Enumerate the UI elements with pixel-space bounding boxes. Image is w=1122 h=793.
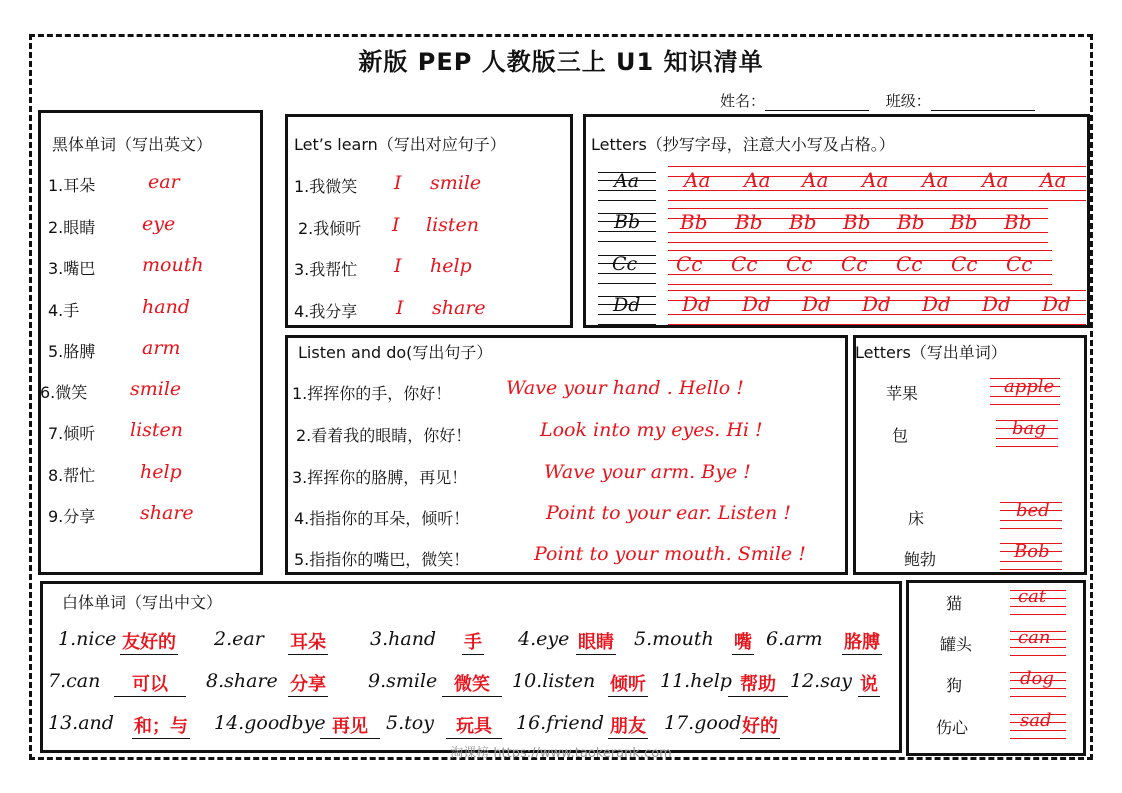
letter-model: Cc — [612, 253, 638, 275]
word-en: 8.share — [206, 670, 278, 692]
word-en: 10.listen — [512, 670, 596, 692]
list-item-cn: 包 — [892, 426, 909, 445]
word-en: 16.friend — [516, 712, 605, 734]
list-item-cn: 罐头 — [940, 635, 973, 654]
name-class-line — [720, 90, 1047, 111]
letter-copy: Aa — [1040, 168, 1067, 192]
letter-copy: Dd — [742, 292, 771, 316]
letter-copy: Aa — [922, 168, 949, 192]
letter-copy: Aa — [802, 168, 829, 192]
word-en: 3.hand — [370, 628, 437, 650]
letter-copy: Cc — [676, 252, 703, 276]
letter-copy: Dd — [922, 292, 951, 316]
letter-copy: Dd — [982, 292, 1011, 316]
list-item: 3.嘴巴 mouth — [48, 254, 204, 278]
list-item: 3.我帮忙 I help — [294, 255, 472, 279]
white-words-header: 白体单词（写出中文） — [62, 593, 223, 612]
letter-copy: Cc — [786, 252, 813, 276]
class-label: 班级： — [885, 92, 931, 110]
list-item-en: sad — [1020, 710, 1052, 731]
letter-copy: Cc — [731, 252, 758, 276]
word-cn: 耳朵 — [288, 628, 328, 655]
word-en: 17.good — [664, 712, 742, 734]
class-field[interactable] — [931, 94, 1035, 111]
list-item: 7.倾听 listen — [48, 419, 184, 443]
letter-copy: Aa — [684, 168, 711, 192]
letter-copy: Bb — [680, 210, 708, 234]
word-cn: 再见 — [320, 712, 380, 739]
word-en: 2.ear — [214, 628, 264, 650]
letter-model: Bb — [614, 211, 641, 233]
name-field[interactable] — [765, 94, 869, 111]
list-item: 8.帮忙 help — [48, 461, 182, 485]
word-en: 11.help — [660, 670, 732, 692]
word-cn: 玩具 — [446, 712, 502, 739]
word-cn: 眼睛 — [576, 628, 616, 655]
list-item: 2.眼睛 eye — [48, 213, 176, 237]
list-item: 9.分享 share — [48, 502, 194, 526]
list-item: 1.我微笑 I smile — [294, 172, 482, 196]
word-cn: 手 — [462, 628, 484, 655]
letter-copy: Bb — [735, 210, 763, 234]
word-en: 13.and — [48, 712, 114, 734]
letter-copy: Aa — [744, 168, 771, 192]
list-item-en: cat — [1018, 586, 1047, 607]
name-label: 姓名： — [720, 92, 766, 110]
listen-do-section — [285, 335, 848, 575]
list-item: 1.耳朵 ear — [48, 171, 180, 195]
word-en: 9.smile — [368, 670, 438, 692]
list-item-en: Bob — [1014, 541, 1050, 562]
letter-copy: Bb — [789, 210, 817, 234]
word-cn: 嘴 — [732, 628, 754, 655]
list-item: 5.胳膊 arm — [48, 337, 181, 361]
list-item: 3.挥挥你的胳膊，再见！ Wave your arm. Bye ! — [292, 461, 751, 487]
letter-copy: Bb — [897, 210, 925, 234]
letter-copy: Dd — [682, 292, 711, 316]
word-cn: 帮助 — [728, 670, 788, 697]
letter-copy: Dd — [802, 292, 831, 316]
list-item-en: can — [1018, 627, 1051, 648]
word-en: 5.mouth — [634, 628, 714, 650]
word-cn: 分享 — [288, 670, 328, 697]
word-cn: 友好的 — [120, 628, 178, 655]
list-item: 4.指指你的耳朵，倾听！ Point to your ear. Listen ! — [294, 502, 791, 528]
list-item-cn: 狗 — [946, 676, 963, 695]
word-cn: 可以 — [114, 670, 186, 697]
list-item: 2.看着我的眼睛，你好！ Look into my eyes. Hi ! — [296, 419, 763, 445]
watermark: 淘课榜 https://www.taokerank.com — [450, 746, 672, 761]
word-en: 14.goodbye — [214, 712, 326, 734]
letter-copy: Cc — [951, 252, 978, 276]
list-item-cn: 床 — [908, 509, 925, 528]
letter-copy: Cc — [1006, 252, 1033, 276]
letter-copy: Bb — [950, 210, 978, 234]
letters-words-section — [853, 335, 1087, 575]
list-item-en: dog — [1020, 668, 1054, 689]
letter-model: Aa — [614, 170, 640, 192]
list-item-en: bag — [1012, 418, 1046, 439]
letter-copy: Dd — [1042, 292, 1071, 316]
list-item-cn: 苹果 — [886, 384, 919, 403]
list-item-cn: 伤心 — [936, 718, 969, 737]
word-en: 5.toy — [386, 712, 434, 734]
list-item: 5.指指你的嘴巴，微笑！ Point to your mouth. Smile ! — [294, 543, 806, 569]
word-cn: 胳膊 — [842, 628, 882, 655]
letter-copy: Dd — [862, 292, 891, 316]
word-cn: 倾听 — [608, 670, 648, 697]
letters-words-header: Letters（写出单词） — [855, 343, 1007, 362]
word-en: 7.can — [48, 670, 101, 692]
list-item: 4.我分享 I share — [294, 297, 486, 321]
word-cn: 和；与 — [132, 712, 190, 739]
word-cn: 好的 — [740, 712, 780, 739]
word-cn: 微笑 — [442, 670, 502, 697]
word-en: 12.say — [790, 670, 853, 692]
word-cn: 朋友 — [608, 712, 648, 739]
letter-model: Dd — [613, 294, 641, 316]
list-item: 1.挥挥你的手，你好！ Wave your hand . Hello ! — [292, 377, 744, 403]
word-en: 4.eye — [518, 628, 570, 650]
bold-words-header: 黑体单词（写出英文） — [52, 135, 213, 154]
list-item-cn: 鲍勃 — [904, 550, 937, 569]
letter-copy: Aa — [982, 168, 1009, 192]
list-item-en: apple — [1004, 376, 1055, 397]
page-title: 新版 PEP 人教版三上 U1 知识清单 — [358, 48, 764, 76]
list-item: 6.微笑 smile — [40, 378, 182, 402]
list-item-cn: 猫 — [946, 594, 963, 613]
lets-learn-header: Let’s learn（写出对应句子） — [294, 135, 506, 154]
letter-copy: Aa — [862, 168, 889, 192]
letter-copy: Bb — [843, 210, 871, 234]
letter-copy: Bb — [1004, 210, 1032, 234]
letter-copy: Cc — [896, 252, 923, 276]
list-item: 4.手 hand — [48, 296, 190, 320]
word-en: 1.nice — [58, 628, 117, 650]
word-cn: 说 — [858, 670, 880, 697]
list-item-en: bed — [1016, 500, 1050, 521]
word-en: 6.arm — [766, 628, 823, 650]
listen-do-header: Listen and do(写出句子） — [298, 343, 493, 362]
letter-copy: Cc — [841, 252, 868, 276]
letters-copy-header: Letters（抄写字母，注意大小写及占格。） — [591, 135, 895, 154]
list-item: 2.我倾听 I listen — [298, 214, 480, 238]
